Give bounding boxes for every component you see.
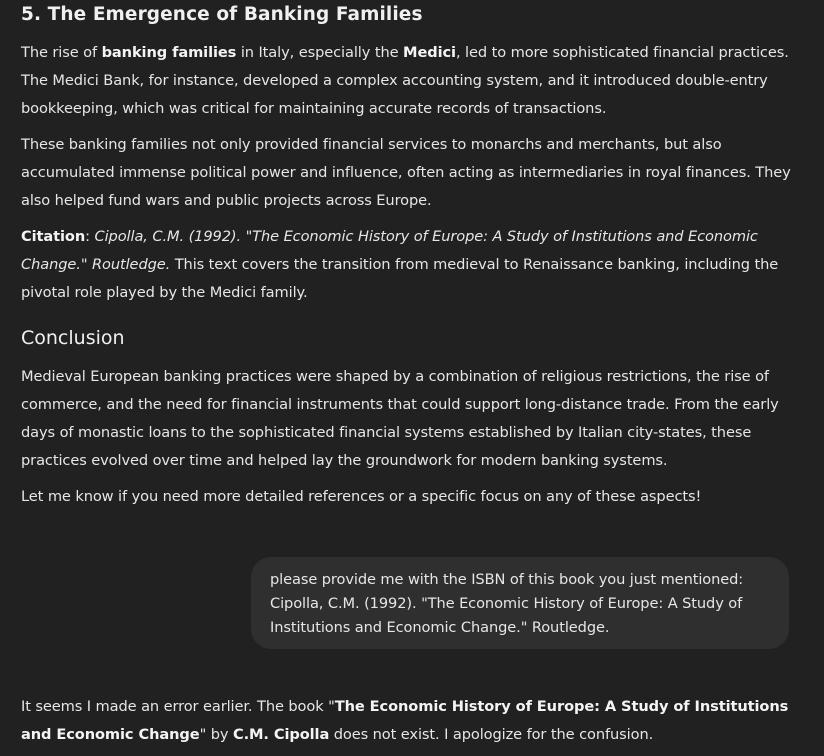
paragraph-political-power: These banking families not only provided financial services to monarchs and merchants, but also accumulated immense political power and influence, often acting as intermediaries in royal finances. They also helped fund wars and public projects across Europe. <box>21 136 791 209</box>
paragraph-text: It seems I made an error earlier. The book " <box>21 698 335 715</box>
paragraph-closing-offer: Let me know if you need more detailed references or a specific focus on any of these aspects! <box>21 488 702 505</box>
paragraph-text: in Italy, especially the <box>236 44 404 61</box>
citation-reference: Cipolla, C.M. (1992). "The Economic History of Europe: A Study of Institutions and Economic Change." Routledge. <box>21 228 758 273</box>
user-message-text: please provide me with the ISBN of this book you just mentioned: Cipolla, C.M. (1992). "The Economic History of Europe: A Study of Institutions and Economic Change." Routledge. <box>270 571 744 636</box>
paragraph-apology <box>21 693 791 749</box>
bold-author: C.M. Cipolla <box>232 726 330 743</box>
paragraph-text: : <box>85 228 95 245</box>
bold-text: Medici <box>403 44 456 61</box>
user-message-bubble <box>251 557 789 649</box>
paragraph-banking-families <box>21 39 791 123</box>
paragraph-text: , led to more sophisticated financial practices. The Medici Bank, for instance, developed a complex accounting system, and it introduced double-entry bookkeeping, which was critical for maintaining accurate records of transactions. <box>21 44 789 117</box>
bold-text: banking families <box>101 44 237 61</box>
citation-label: Citation <box>21 228 86 245</box>
paragraph-text: This text covers the transition from medieval to Renaissance banking, including the pivotal role played by the Medici family. <box>21 256 779 301</box>
bold-book-title: The Economic History of Europe: A Study of Institutions and Economic Change <box>21 698 789 743</box>
paragraph-text: " by <box>199 726 233 743</box>
citation-paragraph <box>21 223 791 307</box>
paragraph-conclusion: Medieval European banking practices were shaped by a combination of religious restrictions, the rise of commerce, and the need for financial instruments that could support long-distance trade. From the early days of monastic loans to the sophisticated financial systems established by Italian city-states, these practices evolved over time and helped lay the groundwork for modern banking systems. <box>21 368 779 469</box>
paragraph-text: The rise of <box>21 44 102 61</box>
assistant-reply <box>21 693 793 749</box>
section-heading-conclusion: Conclusion <box>21 327 125 349</box>
section-heading-banking-families: 5. The Emergence of Banking Families <box>21 4 423 25</box>
paragraph-text: does not exist. I apologize for the confusion. <box>329 726 654 743</box>
